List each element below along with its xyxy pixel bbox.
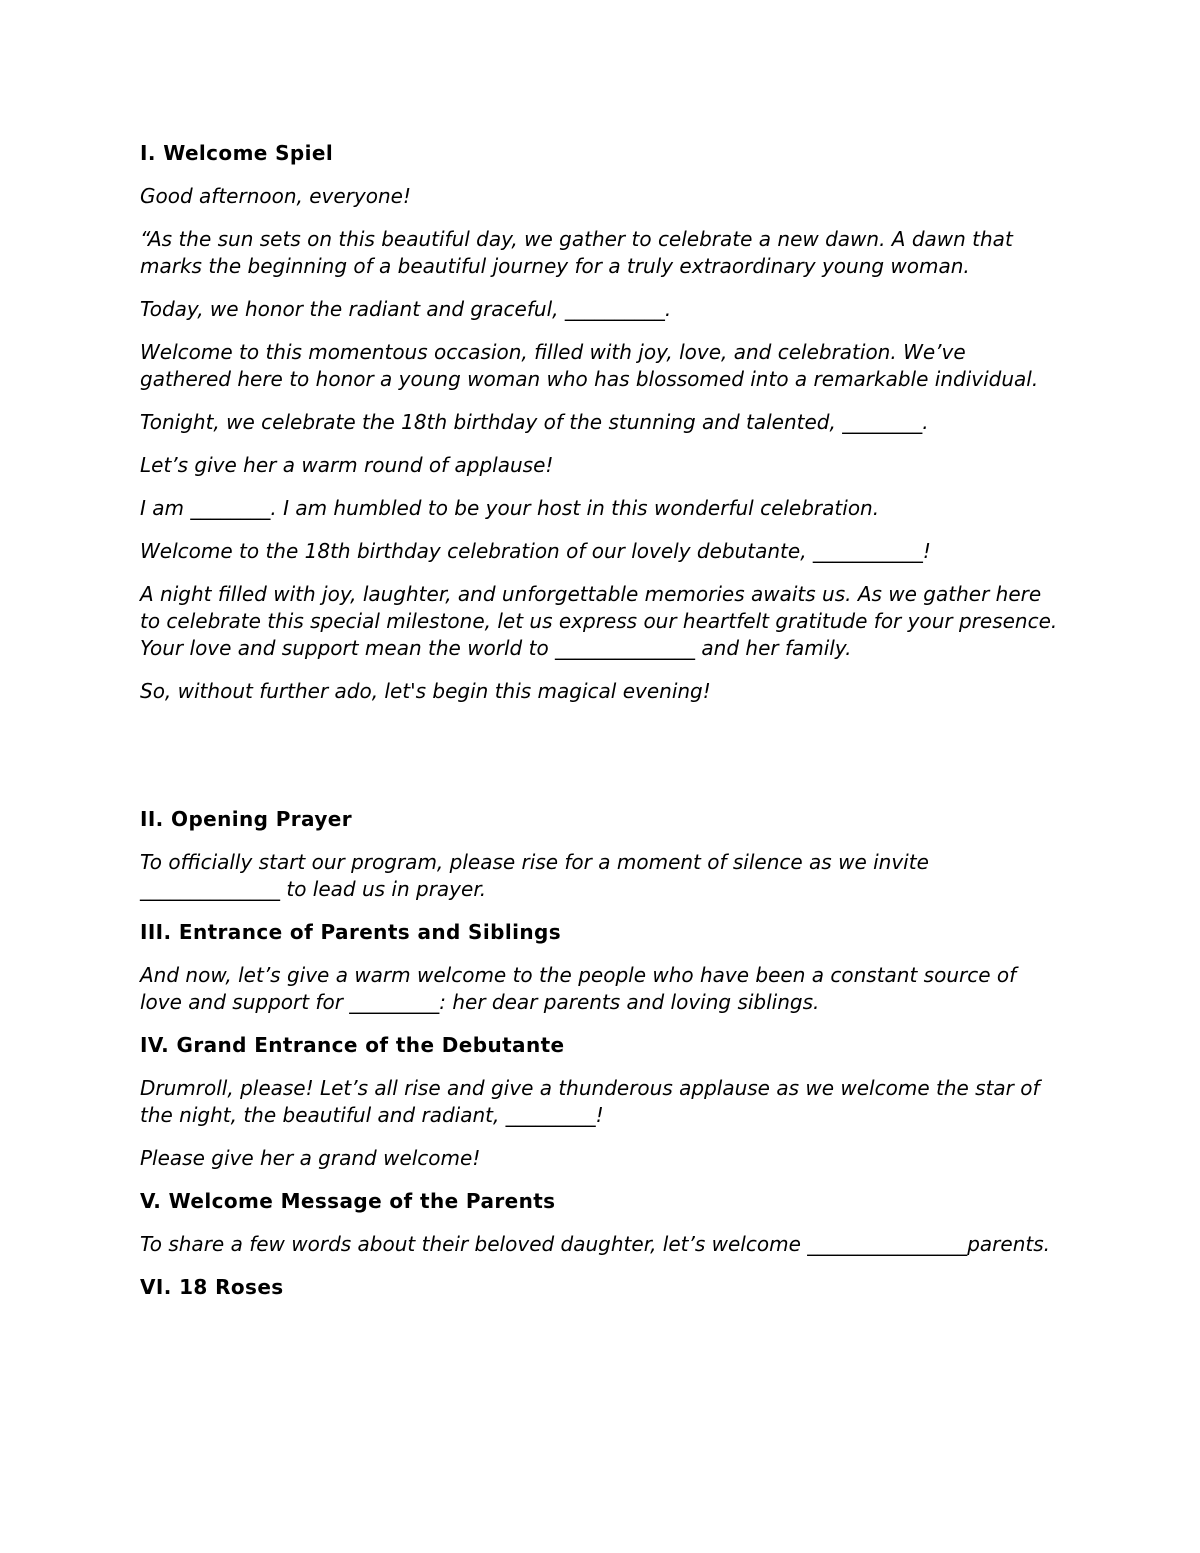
section-heading: II. Opening Prayer xyxy=(140,807,353,831)
section-welcome-message-parents xyxy=(140,1188,1060,1258)
blank-space xyxy=(140,721,1060,806)
paragraph: To share a few words about their beloved daughter, let’s welcome ________________parents. xyxy=(140,1232,1050,1256)
section-entrance-parents-siblings xyxy=(140,919,1060,1016)
section-heading: III. Entrance of Parents and Siblings xyxy=(140,920,562,944)
paragraph: And now, let’s give a warm welcome to the people who have been a constant source of love and support for _________: her dear parents and loving siblings. xyxy=(140,963,1017,1014)
section-18-roses xyxy=(140,1274,1060,1301)
section-opening-prayer xyxy=(140,806,1060,903)
paragraph: Tonight, we celebrate the 18th birthday of the stunning and talented, ________. xyxy=(140,410,929,434)
section-welcome-spiel xyxy=(140,140,1060,705)
document-body xyxy=(140,140,1060,1317)
paragraph: Welcome to this momentous occasion, filled with joy, love, and celebration. We’ve gathered here to honor a young woman who has blossomed into a remarkable individual. xyxy=(140,340,1039,391)
paragraph: I am ________. I am humbled to be your host in this wonderful celebration. xyxy=(140,496,880,520)
paragraph: Let’s give her a warm round of applause! xyxy=(140,453,554,477)
paragraph: Drumroll, please! Let’s all rise and give a thunderous applause as we welcome the star of the night, the beautiful and radiant, _________! xyxy=(140,1076,1040,1127)
paragraph: Welcome to the 18th birthday celebration of our lovely debutante, ___________! xyxy=(140,539,931,563)
section-heading: IV. Grand Entrance of the Debutante xyxy=(140,1033,565,1057)
paragraph: Good afternoon, everyone! xyxy=(140,184,411,208)
section-grand-entrance xyxy=(140,1032,1060,1172)
section-heading: V. Welcome Message of the Parents xyxy=(140,1189,556,1213)
paragraph: So, without further ado, let's begin this magical evening! xyxy=(140,679,711,703)
section-heading: VI. 18 Roses xyxy=(140,1275,284,1299)
paragraph: Please give her a grand welcome! xyxy=(140,1146,481,1170)
paragraph: A night filled with joy, laughter, and unforgettable memories awaits us. As we gather here to celebrate this special milestone, let us express our heartfelt gratitude for your presence. Your love and support mean the world to ______________ and her family. xyxy=(140,582,1058,660)
paragraph: Today, we honor the radiant and graceful, __________. xyxy=(140,297,672,321)
paragraph: “As the sun sets on this beautiful day, we gather to celebrate a new dawn. A dawn that marks the beginning of a beautiful journey for a truly extraordinary young woman. xyxy=(140,227,1013,278)
section-heading: I. Welcome Spiel xyxy=(140,141,334,165)
paragraph: To officially start our program, please rise for a moment of silence as we invite ______________ to lead us in prayer. xyxy=(140,850,929,901)
